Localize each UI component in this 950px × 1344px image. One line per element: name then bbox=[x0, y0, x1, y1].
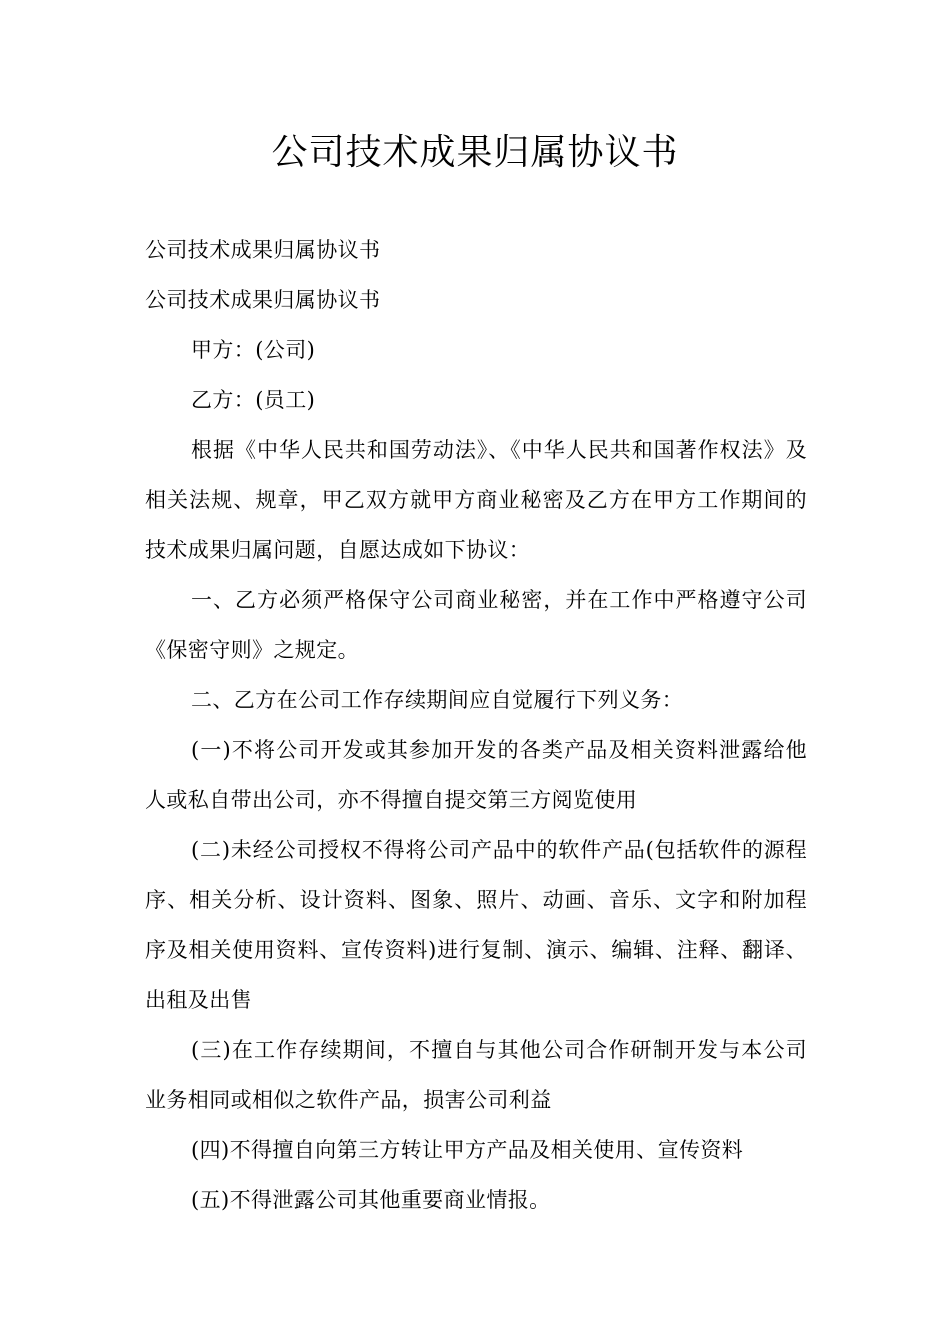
clause-2-item-5: (五)不得泄露公司其他重要商业情报。 bbox=[191, 1188, 551, 1212]
clause-2-item-4: (四)不得擅自向第三方转让甲方产品及相关使用、宣传资料 bbox=[191, 1138, 744, 1162]
clause-2-item-1: (一)不将公司开发或其参加开发的各类产品及相关资料泄露给他人或私自带出公司，亦不得擅自提交第三方阅览使用 bbox=[145, 738, 807, 812]
document-body bbox=[145, 225, 807, 1225]
party-b-line: 乙方：(员工) bbox=[191, 388, 316, 412]
subtitle-line-1: 公司技术成果归属协议书 bbox=[145, 238, 381, 262]
preamble-paragraph: 根据《中华人民共和国劳动法》、《中华人民共和国著作权法》及相关法规、规章，甲乙双方就甲方商业秘密及乙方在甲方工作期间的技术成果归属问题，自愿达成如下协议： bbox=[145, 438, 807, 562]
document-title: 公司技术成果归属协议书 bbox=[271, 132, 679, 173]
clause-2-item-2: (二)未经公司授权不得将公司产品中的软件产品(包括软件的源程序、相关分析、设计资料、图象、照片、动画、音乐、文字和附加程序及相关使用资料、宣传资料)进行复制、演示、编辑、注释、翻译、出租及出售 bbox=[145, 838, 807, 1012]
party-a-line: 甲方：(公司) bbox=[191, 338, 316, 362]
clause-2-item-3: (三)在工作存续期间，不擅自与其他公司合作研制开发与本公司业务相同或相似之软件产品，损害公司利益 bbox=[145, 1038, 807, 1112]
subtitle-line-2: 公司技术成果归属协议书 bbox=[145, 288, 381, 312]
clause-2-paragraph: 二、乙方在公司工作存续期间应自觉履行下列义务： bbox=[191, 688, 684, 712]
clause-1-paragraph: 一、乙方必须严格保守公司商业秘密，并在工作中严格遵守公司《保密守则》之规定。 bbox=[145, 588, 807, 662]
